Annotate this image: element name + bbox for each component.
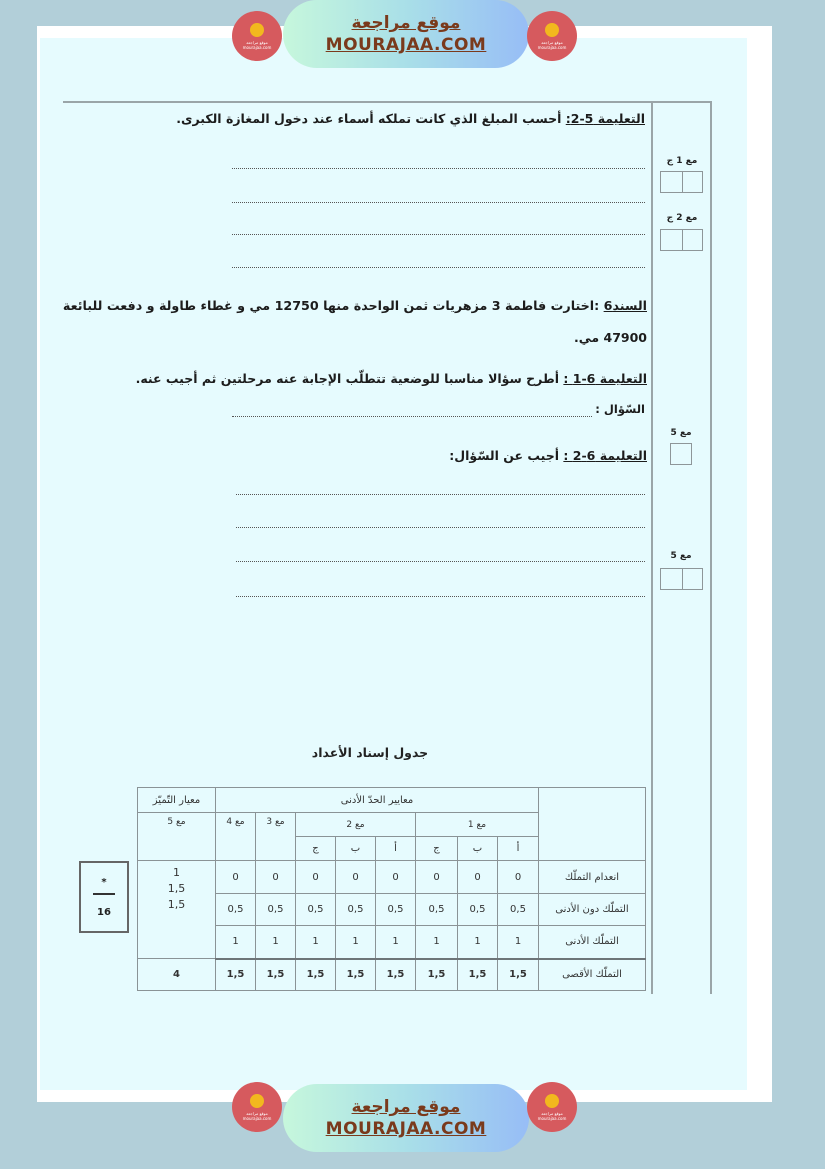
criterion-3-header: مع 3 [256,813,296,861]
question-answer-line[interactable] [232,416,592,417]
site-logo-left-bottom[interactable] [232,1082,282,1132]
criterion-score-box[interactable] [660,568,703,590]
table-row [138,959,646,991]
row-label: التملّك الأقصى [539,959,646,991]
cell: 0,5 [498,894,539,926]
cell: 0,5 [458,894,498,926]
logo-text-en: mourajaa.com [242,44,272,50]
row-label: التملّك الأدنى [539,926,646,959]
cell: 1,5 [498,959,539,991]
criterion-score-box[interactable] [660,171,703,193]
excellence-value: 1,5 [167,898,186,911]
instruction-6-1 [136,371,647,386]
site-logo-right[interactable] [527,11,577,61]
header-excellence: معيار التّميّز [138,788,216,813]
cell: 0 [336,861,376,894]
margin-divider [651,101,653,994]
logo-text-en: mourajaa.com [537,1115,567,1121]
cell: 1 [296,926,336,959]
site-name-ar[interactable]: موقع مراجعة [351,1097,461,1117]
grading-table [137,787,646,991]
sub-header: أ [498,837,539,861]
total-score-box[interactable] [79,861,129,933]
support-text: :اختارت فاطمة 3 مزهريات ثمن الواحدة منها 12750 مي و غطاء طاولة و دفعت للبائعة [62,298,604,313]
right-rule [710,101,712,994]
cell: 1 [376,926,416,959]
sub-header: ب [336,837,376,861]
site-logo-right-bottom[interactable] [527,1082,577,1132]
row-label: انعدام التملّك [539,861,646,894]
excellence-value: 1,5 [167,882,186,895]
cell: 1,5 [416,959,458,991]
cell: 1 [416,926,458,959]
criterion-2-header: مع 2 [296,813,416,837]
book-icon [545,23,559,37]
criterion-label: مع 2 ج [666,213,698,223]
criterion-4-header: مع 4 [216,813,256,861]
book-icon [250,23,264,37]
site-logo-left[interactable] [232,11,282,61]
logo-text-ar: موقع مراجعة [246,1110,268,1116]
criterion-score-box[interactable] [670,443,692,465]
answer-line[interactable] [232,234,645,235]
question-label: السّؤال : [595,402,645,416]
table-row [138,861,646,894]
cell: 1 [458,926,498,959]
cell: 0 [416,861,458,894]
answer-line[interactable] [232,168,645,169]
support-6-line2: 47900 مي. [574,330,647,345]
sub-header: أ [376,837,416,861]
cell: 1,5 [296,959,336,991]
instruction-6-2 [449,448,647,463]
criterion-label: مع 5 [670,428,692,438]
instruction-text: أحسب المبلغ الذي كانت تملكه أسماء عند دخول المغازة الكبرى. [176,111,566,126]
support-6-line1 [63,298,647,313]
cell: 0,5 [216,894,256,926]
site-name-en[interactable]: MOURAJAA.COM [325,35,487,55]
cell: 0 [498,861,539,894]
score-denominator: 16 [97,907,111,918]
cell: 0,5 [296,894,336,926]
answer-line[interactable] [236,494,645,495]
cell: 0 [296,861,336,894]
instruction-label: التعليمة 5-2: [565,111,645,126]
cell: 1 [498,926,539,959]
cell: 0,5 [416,894,458,926]
logo-text-en: mourajaa.com [537,44,567,50]
excellence-value: 1 [173,866,180,879]
logo-text-ar: موقع مراجعة [246,39,268,45]
cell: 1 [336,926,376,959]
cell: 1,5 [216,959,256,991]
support-label: السند6 [603,298,647,313]
cell: 1,5 [458,959,498,991]
row-label: التملّك دون الأدنى [539,894,646,926]
answer-line[interactable] [236,596,645,597]
instruction-text: أطرح سؤالا مناسبا للوضعية تتطلّب الإجابة عنه مرحلتين ثم أجيب عنه. [135,371,564,386]
header-empty-cell [539,788,646,861]
book-icon [250,1094,264,1108]
book-icon [545,1094,559,1108]
answer-line[interactable] [232,202,645,203]
table-title: جدول إسناد الأعداد [311,745,429,760]
instruction-label: التعليمة 6-2 : [563,448,647,463]
criterion-label: مع 1 ج [666,156,698,166]
answer-line[interactable] [236,527,645,528]
cell: 0,5 [256,894,296,926]
cell: 0,5 [336,894,376,926]
criterion-5-header: مع 5 [138,813,216,861]
answer-line[interactable] [236,561,645,562]
cell: 1,5 [336,959,376,991]
criterion-score-box[interactable] [660,229,703,251]
cell: 0 [376,861,416,894]
fraction-bar [93,893,115,895]
answer-line[interactable] [232,267,645,268]
site-banner-top[interactable] [283,0,529,68]
logo-text-ar: موقع مراجعة [541,39,563,45]
cell: 1,5 [376,959,416,991]
cell: 1 [216,926,256,959]
cell: 0 [256,861,296,894]
instruction-5-2 [176,111,645,126]
cell: 0 [458,861,498,894]
header-minimum-criteria: معايير الحدّ الأدنى [216,788,539,813]
sub-header: ب [458,837,498,861]
logo-text-ar: موقع مراجعة [541,1110,563,1116]
top-rule [63,101,711,103]
sub-header: ج [296,837,336,861]
excellence-values [138,861,216,959]
cell: 1,5 [256,959,296,991]
excellence-max: 4 [138,959,216,991]
site-banner-bottom[interactable] [283,1084,529,1152]
cell: 0,5 [376,894,416,926]
criterion-1-header: مع 1 [416,813,539,837]
instruction-text: أجيب عن السّؤال: [449,448,564,463]
cell: 0 [216,861,256,894]
cell: 1 [256,926,296,959]
logo-text-en: mourajaa.com [242,1115,272,1121]
instruction-label: التعليمة 6-1 : [563,371,647,386]
site-name-en[interactable]: MOURAJAA.COM [325,1119,487,1139]
criterion-label: مع 5 [670,551,692,561]
score-numerator: * [101,877,107,888]
sub-header: ج [416,837,458,861]
site-name-ar[interactable]: موقع مراجعة [351,13,461,33]
